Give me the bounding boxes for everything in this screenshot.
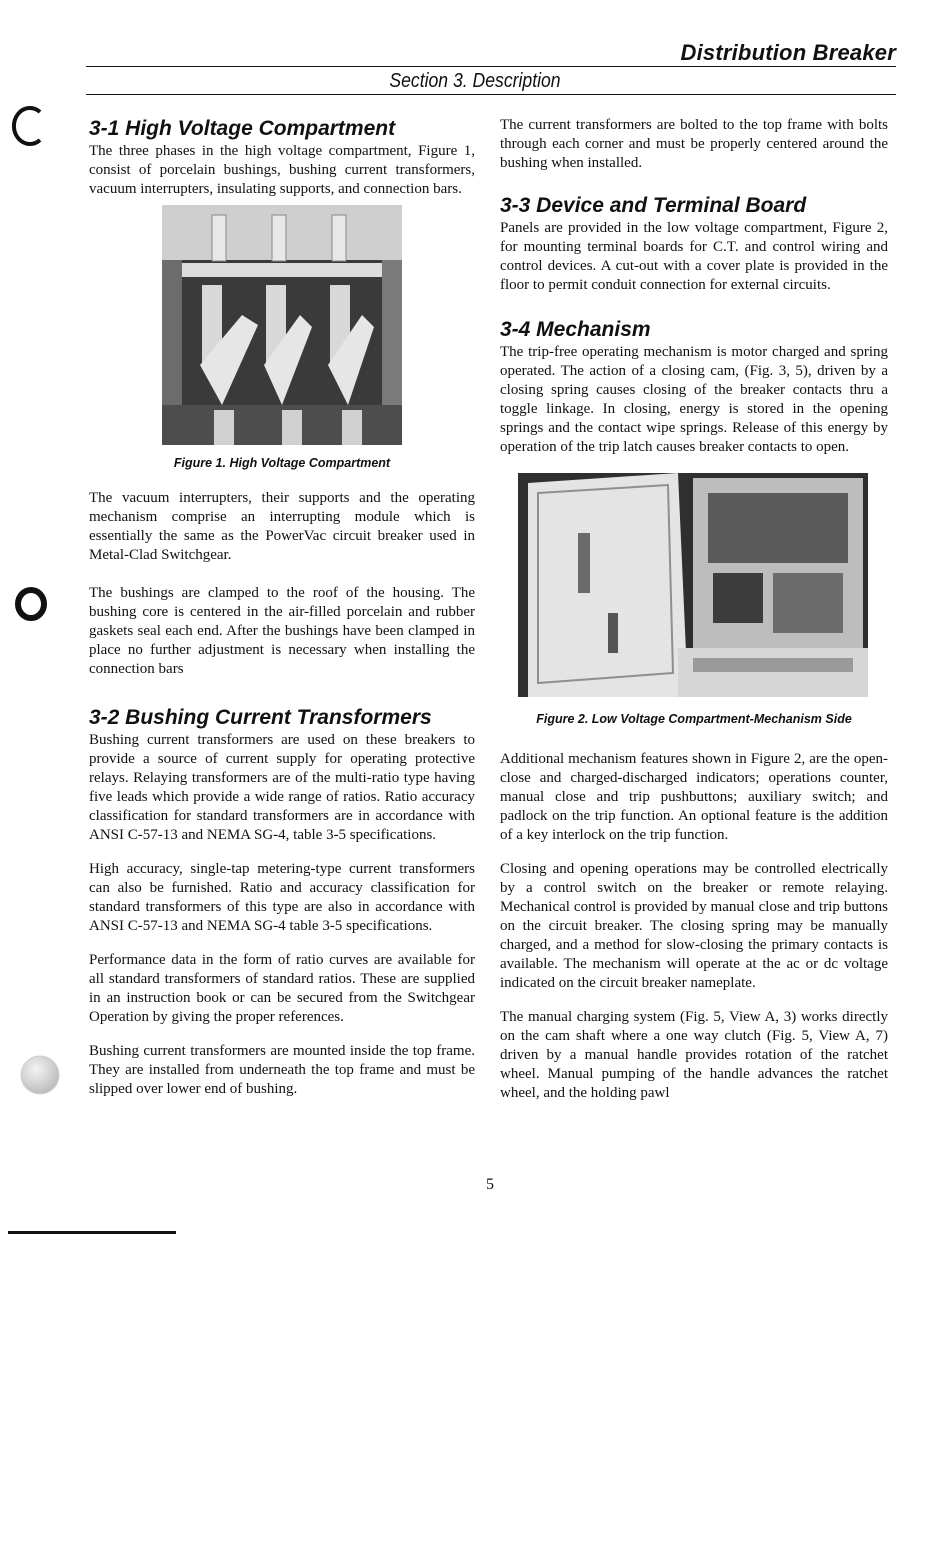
page-number: 5 [486,1176,494,1193]
paragraph: The bushings are clamped to the roof of the housing. The bushing core is centered in the air-filled porcelain and rubber gaskets seal each end. After the bushings have been clamped in place no further adjustment is necessary when installing the connection bars [89,585,475,677]
section-heading: Section 3. Description [389,70,561,92]
binder-punch-hole [18,1053,62,1097]
paragraph: The manual charging system (Fig. 5, View A, 3) works directly on the cam shaft where a one way clutch (Fig. 5, View A, 7) driven by a manual handle provides rotation of the ratchet wheel. Manual pumping of the handle advances the ratchet wheel, and the holding pawl [500,1009,888,1101]
paragraph: The current transformers are bolted to the top frame with bolts through each corner and must be properly centered around the bushing when installed. [500,117,888,171]
header-rule-bottom [86,94,896,95]
heading-3-3: 3-3 Device and Terminal Board [500,194,807,217]
paragraph: Performance data in the form of ratio curves are available for all standard transformers of standard ratios. These are supplied in an instruction book or can be secured from the Switchgear Operation by giving the proper references. [89,952,475,1025]
binder-hole-mark [14,586,48,622]
paragraph: High accuracy, single-tap metering-type current transformers can also be furnished. Ratio and accuracy classification for standard transformers of this type are also in accordance with ANSI C-57-13 and NEMA SG-4 table 3-5 specifications. [89,861,475,934]
paragraph: The trip-free operating mechanism is motor charged and spring operated. The action of a closing cam, (Fig. 3, 5), driven by a closing spring causes closing of the breaker contacts thru a toggle linkage. In closing, energy is stored in the opening springs and the contact wipe springs. Release of this energy by operation of the trip latch causes breaker contacts to open. [500,344,888,455]
paragraph: Closing and opening operations may be controlled electrically by a control switch on the breaker or remote relaying. Mechanical control is provided by manual close and trip buttons on the circuit breaker. The closing spring may be manually charged, and a method for slow-closing the primary contacts is available. The mechanism will operate at the ac or dc voltage indicated on the circuit breaker nameplate. [500,861,888,991]
paragraph: Additional mechanism features shown in Figure 2, are the open-close and charged-discharged indicators; operations counter, manual close and trip pushbuttons; auxiliary switch; and padlock on the trip function. An optional feature is the addition of a key interlock on the trip function. [500,751,888,843]
heading-3-1: 3-1 High Voltage Compartment [89,117,396,140]
binder-c-mark [10,104,46,148]
left-column [89,116,475,1099]
figure-1-image [162,205,402,445]
figure-2-caption: Figure 2. Low Voltage Compartment-Mechanism Side [536,712,852,726]
figure-1-caption: Figure 1. High Voltage Compartment [173,456,391,470]
paragraph: Bushing current transformers are mounted inside the top frame. They are installed from underneath the top frame and must be slipped over lower end of bushing. [89,1043,475,1097]
paragraph: Bushing current transformers are used on these breakers to provide a source of current supply for operating protective relays. Relaying transformers are of the multi-ratio type having five leads which provide a wide range of ratios. Ratio accuracy classification for standard transformers are in accordance with ANSI C-57-13 and NEMA SG-4, table 3-5 specifications. [89,732,475,843]
scan-artifact-bar [8,1231,176,1234]
document-header-title: Distribution Breaker [680,40,896,65]
figure-2-image [518,473,868,697]
paragraph: The three phases in the high voltage compartment, Figure 1, consist of porcelain bushings, bushing current transformers, vacuum interrupters, insulating supports, and connection bars. [89,143,475,197]
right-column [500,116,888,1103]
paragraph: Panels are provided in the low voltage compartment, Figure 2, for mounting terminal boards for C.T. and control wiring and control devices. A cut-out with a cover plate is provided in the floor to permit conduit connection for external circuits. [500,220,888,293]
header-rule-top [86,66,896,67]
heading-3-4: 3-4 Mechanism [500,318,651,341]
paragraph: The vacuum interrupters, their supports and the operating mechanism comprise an interrupting module which is essentially the same as the PowerVac circuit breaker used in Metal-Clad Switchgear. [89,490,475,563]
heading-3-2: 3-2 Bushing Current Transformers [89,706,432,729]
